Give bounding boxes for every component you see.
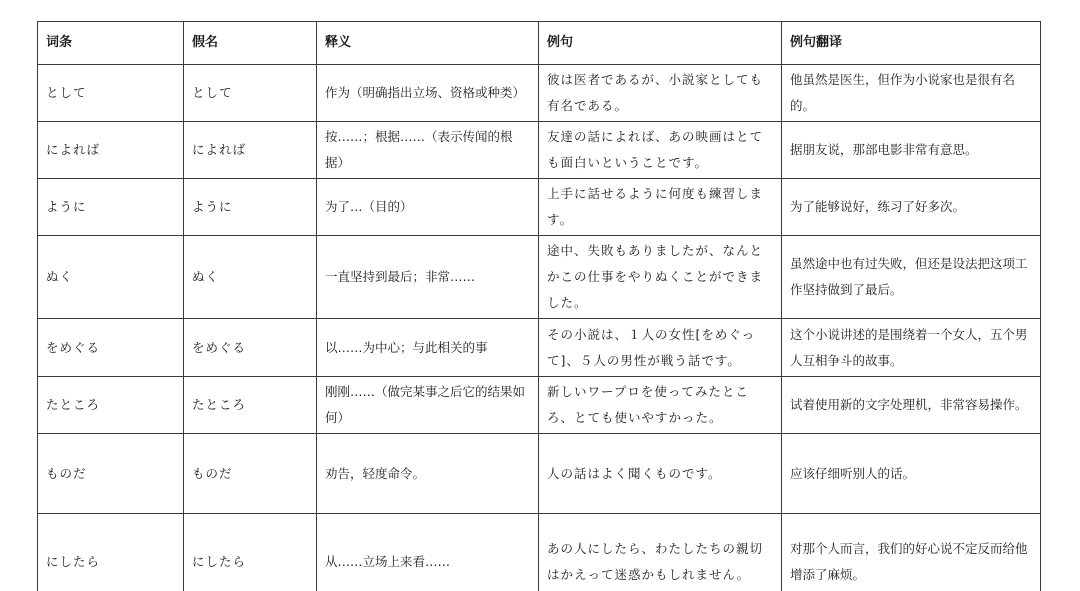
entry-cell: ものだ [38, 434, 184, 514]
example-cell: 上手に話せるように何度も練習します。 [539, 179, 782, 236]
entry-cell: として [38, 65, 184, 122]
example-cell: 途中、失敗もありましたが、なんとかこの仕事をやりぬくことができました。 [539, 236, 782, 319]
translation-cell: 试着使用新的文字处理机，非常容易操作。 [782, 377, 1041, 434]
example-cell: その小説は、１人の女性[をめぐって]、５人の男性が戦う話です。 [539, 319, 782, 377]
entry-cell: ぬく [38, 236, 184, 319]
grammar-table-sheet [37, 21, 1040, 591]
table-row [38, 122, 1041, 179]
table-row [38, 514, 1041, 591]
example-cell: 人の話はよく聞くものです。 [539, 434, 782, 514]
table-row [38, 65, 1041, 122]
entry-cell: をめぐる [38, 319, 184, 377]
translation-cell: 应该仔细听别人的话。 [782, 434, 1041, 514]
translation-cell: 对那个人而言，我们的好心说不定反而给他增添了麻烦。 [782, 514, 1041, 591]
table-row [38, 179, 1041, 236]
kana-cell: ぬく [184, 236, 317, 319]
header-meaning: 释义 [317, 22, 539, 65]
kana-cell: によれば [184, 122, 317, 179]
entry-cell: にしたら [38, 514, 184, 591]
kana-cell: として [184, 65, 317, 122]
meaning-cell: 劝告，轻度命令。 [317, 434, 539, 514]
kana-cell: にしたら [184, 514, 317, 591]
table-row [38, 434, 1041, 514]
entry-cell: ように [38, 179, 184, 236]
example-cell: 友達の話によれば、あの映画はとても面白いということです。 [539, 122, 782, 179]
translation-cell: 虽然途中也有过失败，但还是设法把这项工作坚持做到了最后。 [782, 236, 1041, 319]
translation-cell: 他虽然是医生，但作为小说家也是很有名的。 [782, 65, 1041, 122]
header-entry: 词条 [38, 22, 184, 65]
example-cell: 新しいワープロを使ってみたところ、とても使いやすかった。 [539, 377, 782, 434]
example-cell: あの人にしたら、わたしたちの親切はかえって迷惑かもしれません。 [539, 514, 782, 591]
example-cell: 彼は医者であるが、小説家としても有名である。 [539, 65, 782, 122]
header-example: 例句 [539, 22, 782, 65]
meaning-cell: 一直坚持到最后；非常…… [317, 236, 539, 319]
translation-cell: 这个小说讲述的是围绕着一个女人，五个男人互相争斗的故事。 [782, 319, 1041, 377]
table-row [38, 236, 1041, 319]
translation-cell: 据朋友说，那部电影非常有意思。 [782, 122, 1041, 179]
grammar-table [37, 21, 1041, 591]
meaning-cell: 按……；根据……（表示传闻的根据） [317, 122, 539, 179]
header-translation: 例句翻译 [782, 22, 1041, 65]
kana-cell: をめぐる [184, 319, 317, 377]
table-header-row [38, 22, 1041, 65]
entry-cell: によれば [38, 122, 184, 179]
entry-cell: たところ [38, 377, 184, 434]
meaning-cell: 以……为中心；与此相关的事 [317, 319, 539, 377]
table-row [38, 319, 1041, 377]
translation-cell: 为了能够说好，练习了好多次。 [782, 179, 1041, 236]
header-kana: 假名 [184, 22, 317, 65]
meaning-cell: 刚刚……（做完某事之后它的结果如何） [317, 377, 539, 434]
kana-cell: ものだ [184, 434, 317, 514]
kana-cell: たところ [184, 377, 317, 434]
meaning-cell: 作为（明确指出立场、资格或种类） [317, 65, 539, 122]
kana-cell: ように [184, 179, 317, 236]
table-row [38, 377, 1041, 434]
meaning-cell: 为了…（目的） [317, 179, 539, 236]
meaning-cell: 从……立场上来看…… [317, 514, 539, 591]
